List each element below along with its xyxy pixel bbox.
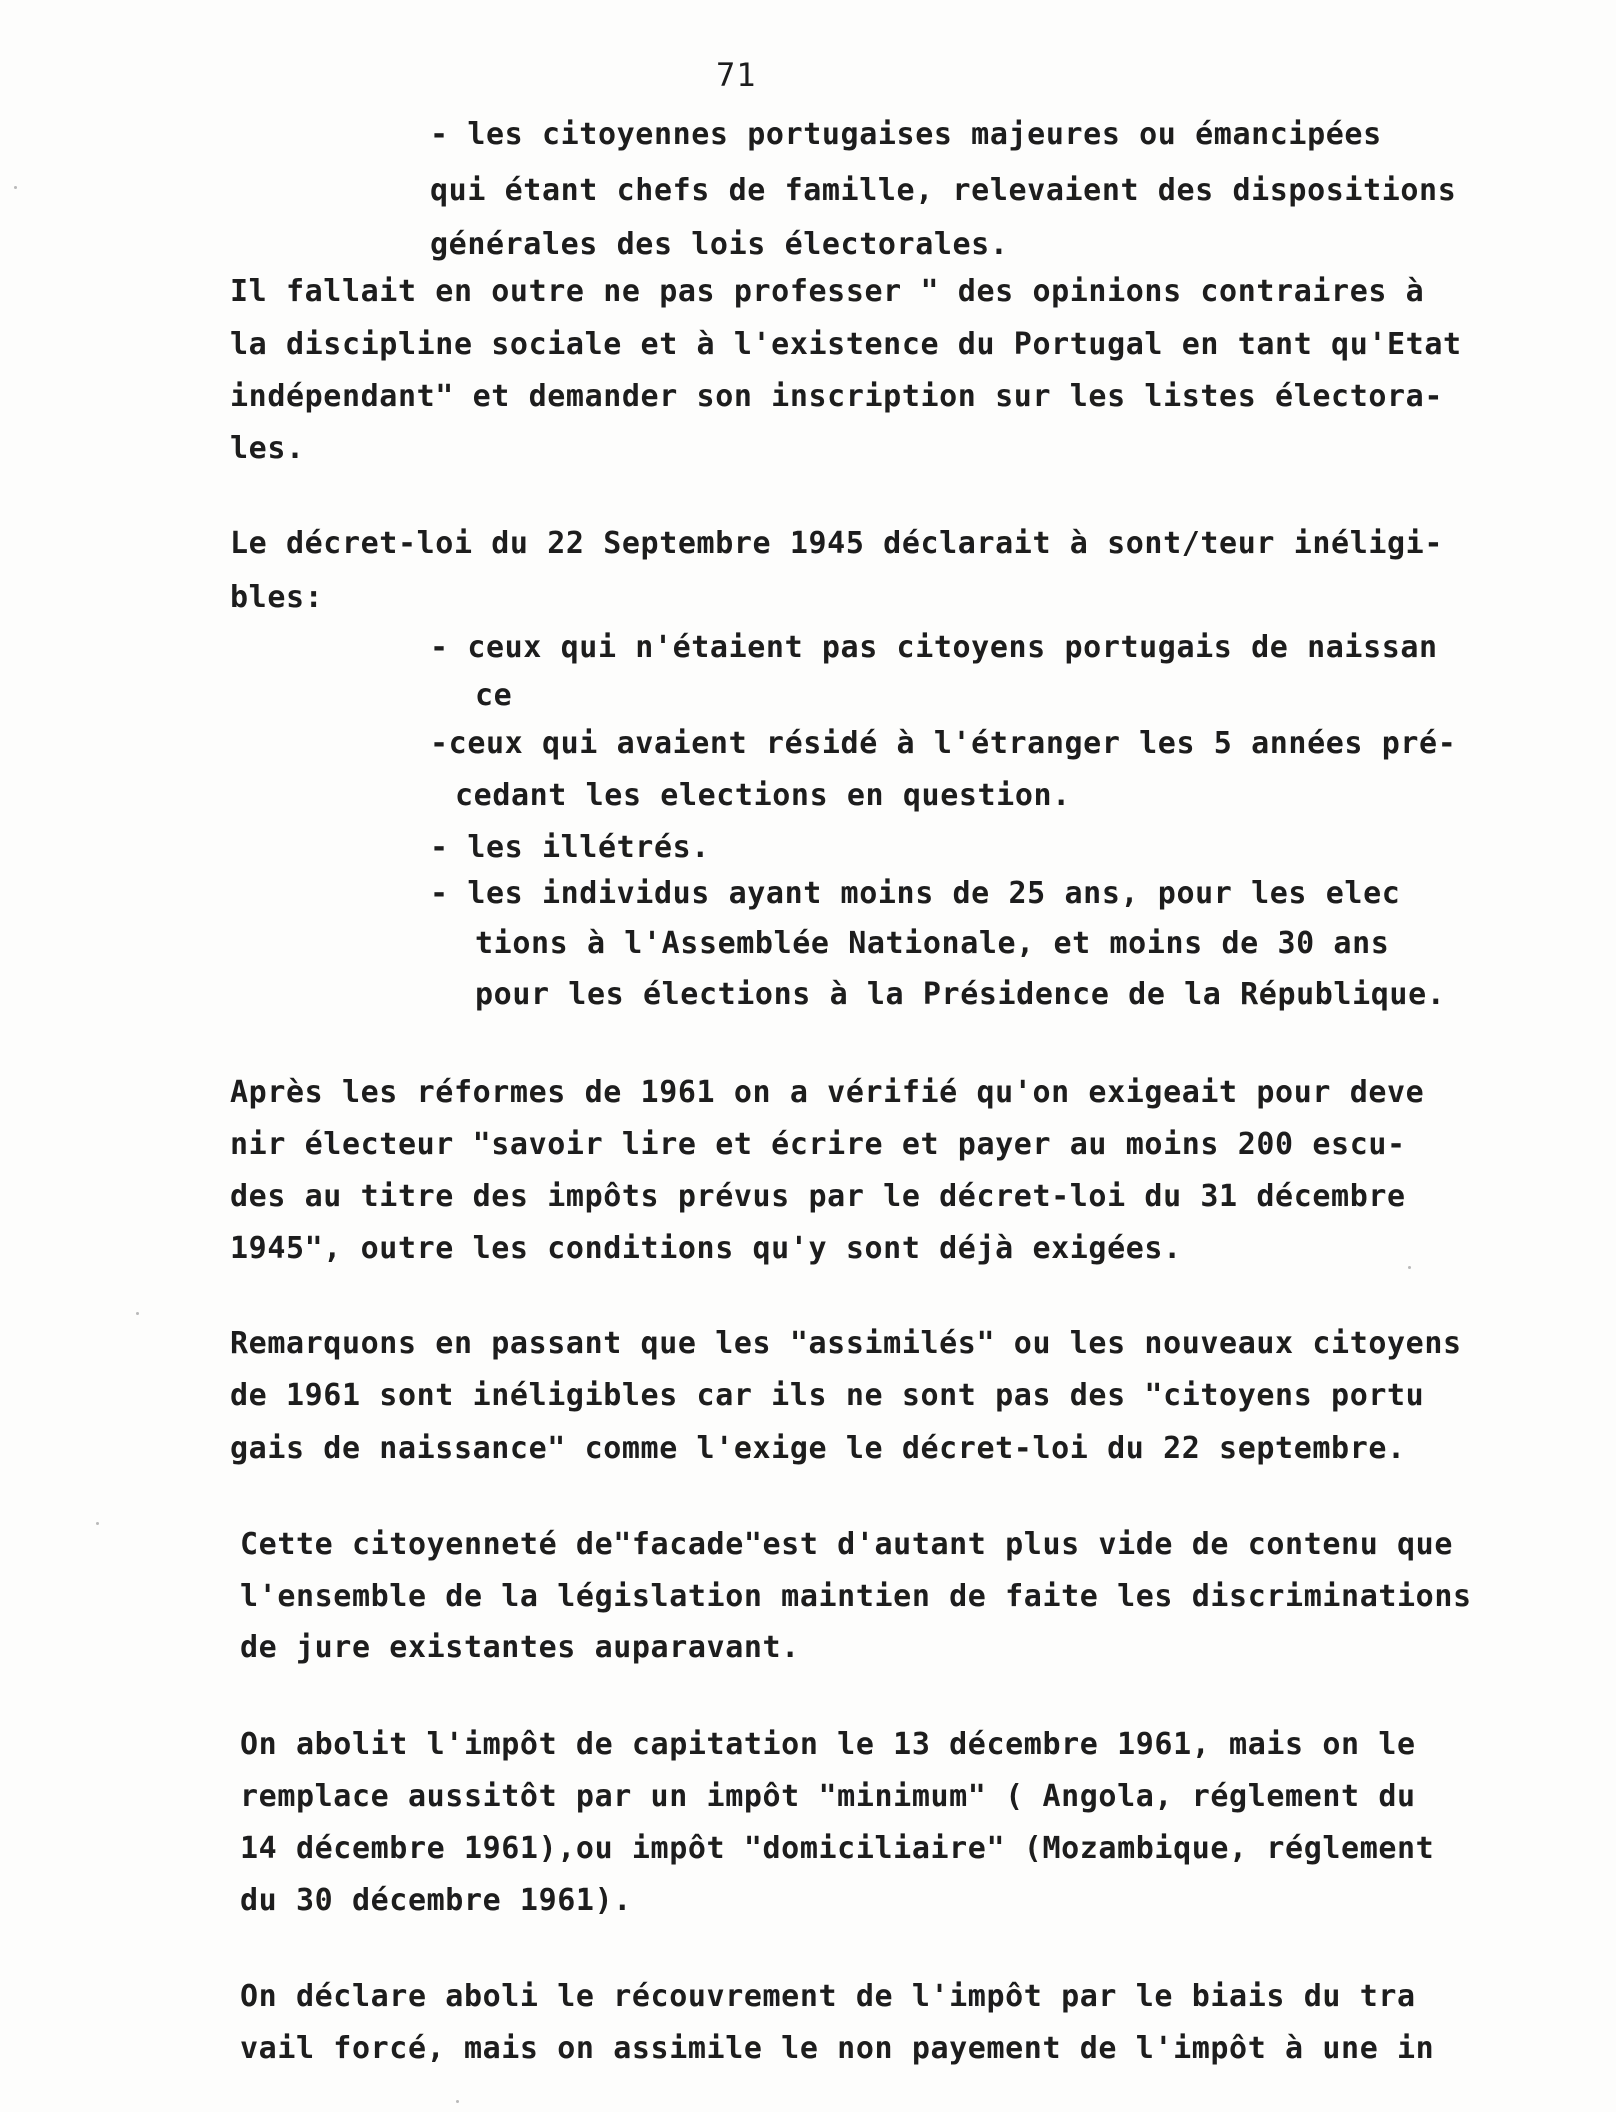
text-line: - les illétrés. [430, 830, 710, 865]
text-line: bles: [230, 580, 324, 615]
text-line: Le décret-loi du 22 Septembre 1945 déclarait à sont/teur inéligi- [230, 526, 1443, 561]
text-line: cedant les elections en question. [455, 778, 1071, 813]
scan-speck [456, 2100, 459, 2103]
text-line: 1945", outre les conditions qu'y sont déjà exigées. [230, 1231, 1182, 1266]
text-line: vail forcé, mais on assimile le non payement de l'impôt à une in [240, 2031, 1435, 2066]
text-line: gais de naissance" comme l'exige le décret-loi du 22 septembre. [230, 1431, 1406, 1466]
text-line: Il fallait en outre ne pas professer " des opinions contraires à [230, 274, 1425, 309]
text-line: Cette citoyenneté de"facade"est d'autant plus vide de contenu que [240, 1527, 1453, 1562]
text-line: générales des lois électorales. [430, 227, 1009, 262]
text-line: indépendant" et demander son inscription sur les listes électora- [230, 379, 1443, 414]
page-number: 71 [716, 56, 757, 94]
text-line: l'ensemble de la législation maintien de faite les discriminations [240, 1579, 1472, 1614]
text-line: ce [475, 678, 513, 713]
text-line: qui étant chefs de famille, relevaient des dispositions [430, 173, 1457, 208]
text-line: les. [230, 431, 305, 466]
text-line: du 30 décembre 1961). [240, 1883, 632, 1918]
scan-speck [14, 186, 17, 189]
text-line: la discipline sociale et à l'existence du Portugal en tant qu'Etat [230, 327, 1462, 362]
scan-speck [136, 1312, 139, 1315]
text-line: On déclare aboli le récouvrement de l'impôt par le biais du tra [240, 1979, 1416, 2014]
text-line: Après les réformes de 1961 on a vérifié qu'on exigeait pour deve [230, 1075, 1425, 1110]
text-line: pour les élections à la Présidence de la République. [475, 977, 1446, 1012]
text-line: - ceux qui n'étaient pas citoyens portugais de naissan [430, 630, 1438, 665]
text-line: -ceux qui avaient résidé à l'étranger les 5 années pré- [430, 726, 1457, 761]
scan-speck [1408, 1266, 1411, 1269]
text-line: - les individus ayant moins de 25 ans, pour les elec [430, 876, 1401, 911]
text-line: des au titre des impôts prévus par le décret-loi du 31 décembre [230, 1179, 1406, 1214]
text-line: Remarquons en passant que les "assimilés" ou les nouveaux citoyens [230, 1326, 1462, 1361]
text-line: 14 décembre 1961),ou impôt "domiciliaire" (Mozambique, réglement [240, 1831, 1435, 1866]
text-line: On abolit l'impôt de capitation le 13 décembre 1961, mais on le [240, 1727, 1416, 1762]
text-line: tions à l'Assemblée Nationale, et moins de 30 ans [475, 926, 1390, 961]
text-line: de 1961 sont inéligibles car ils ne sont pas des "citoyens portu [230, 1378, 1425, 1413]
scan-speck [96, 1522, 99, 1525]
text-line: - les citoyennes portugaises majeures ou émancipées [430, 117, 1382, 152]
text-line: de jure existantes auparavant. [240, 1630, 800, 1665]
text-line: remplace aussitôt par un impôt "minimum" ( Angola, réglement du [240, 1779, 1416, 1814]
text-line: nir électeur "savoir lire et écrire et payer au moins 200 escu- [230, 1127, 1406, 1162]
